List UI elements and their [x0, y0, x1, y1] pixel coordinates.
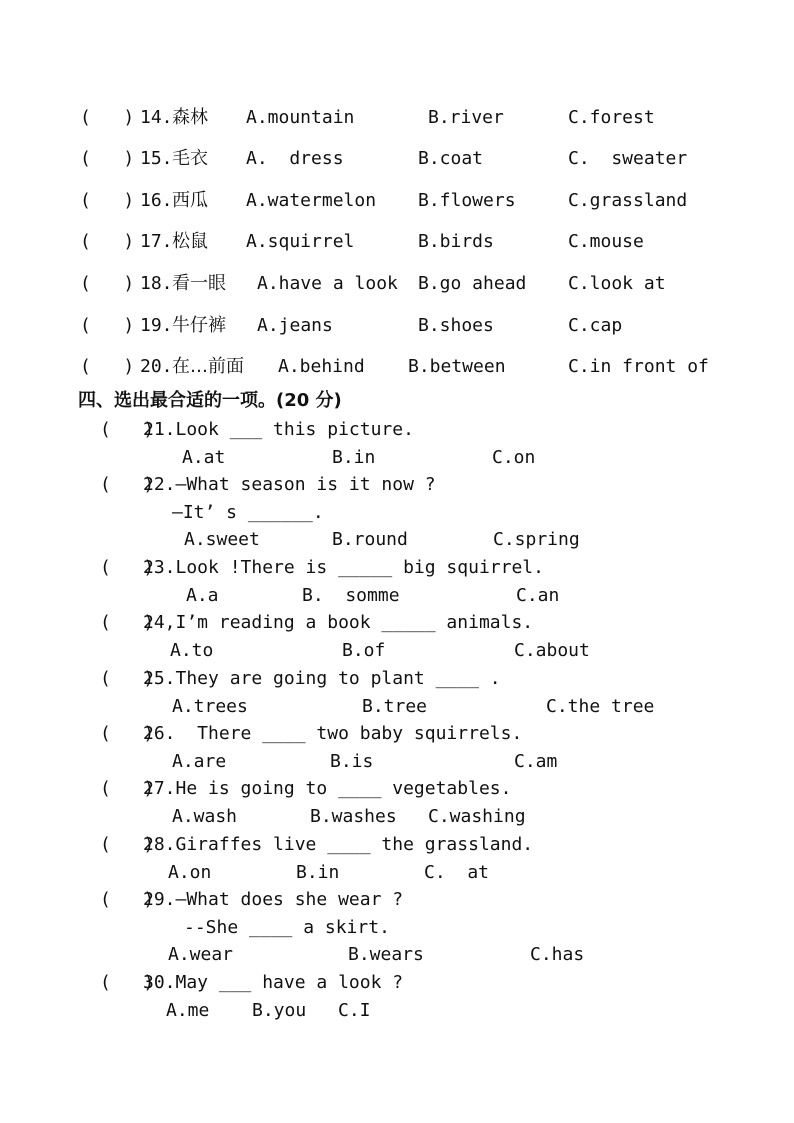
option-c: C.washing	[428, 806, 526, 827]
question-text: 26. There ____ two baby squirrels.	[143, 723, 523, 744]
option-b: B.coat	[418, 148, 484, 169]
option-a: A.a	[186, 585, 219, 606]
answer-blank[interactable]: ( )	[100, 778, 155, 799]
option-c: C.an	[516, 585, 560, 606]
item-number: 18.	[140, 273, 173, 294]
answer-blank[interactable]: ( )	[80, 356, 135, 377]
section-title: 四、选出最合适的一项。(20 分)	[78, 390, 342, 411]
option-c: C.forest	[568, 107, 655, 128]
item-number: 15.	[140, 148, 173, 169]
answer-blank[interactable]: ( )	[80, 107, 135, 128]
item-number: 20.	[140, 356, 173, 377]
option-b: B.between	[408, 356, 506, 377]
option-c: C.has	[530, 944, 585, 965]
chinese-word: 毛衣	[172, 148, 208, 169]
question-text: 25.They are going to plant ____ .	[143, 668, 501, 689]
option-b: B.shoes	[418, 315, 494, 336]
question-text: 28.Giraffes live ____ the grassland.	[143, 834, 534, 855]
option-b: B.go ahead	[418, 273, 527, 294]
option-a: A.are	[172, 751, 227, 772]
option-b: B.is	[330, 751, 374, 772]
option-c: C.about	[514, 640, 590, 661]
answer-blank[interactable]: ( )	[100, 557, 155, 578]
chinese-word: 西瓜	[172, 190, 208, 211]
answer-blank[interactable]: ( )	[80, 273, 135, 294]
answer-blank[interactable]: ( )	[80, 148, 135, 169]
option-c: C.on	[492, 447, 536, 468]
option-b: B. somme	[302, 585, 400, 606]
chinese-word: 森林	[172, 107, 208, 128]
question-text: 29.—What does she wear ?	[143, 889, 404, 910]
chinese-word: 看一眼	[172, 273, 226, 294]
question-text-line2: —It’ s ______.	[172, 502, 324, 523]
item-number: 19.	[140, 315, 173, 336]
answer-blank[interactable]: ( )	[100, 419, 155, 440]
chinese-word: 在…前面	[172, 356, 244, 377]
chinese-word: 松鼠	[172, 231, 208, 252]
item-number: 14.	[140, 107, 173, 128]
question-text: 23.Look !There is _____ big squirrel.	[143, 557, 544, 578]
option-a: A.jeans	[257, 315, 333, 336]
answer-blank[interactable]: ( )	[100, 889, 155, 910]
answer-blank[interactable]: ( )	[100, 612, 155, 633]
option-b: B.birds	[418, 231, 494, 252]
option-a: A. dress	[246, 148, 344, 169]
option-c: C.am	[514, 751, 558, 772]
option-a: A.at	[182, 447, 226, 468]
option-b: B.you	[252, 1000, 307, 1021]
option-b: B.flowers	[418, 190, 516, 211]
option-b: B.washes	[310, 806, 397, 827]
answer-blank[interactable]: ( )	[100, 972, 155, 993]
option-c: C.I	[338, 1000, 371, 1021]
option-c: C.spring	[493, 529, 580, 550]
answer-blank[interactable]: ( )	[80, 315, 135, 336]
question-text: 21.Look ___ this picture.	[143, 419, 414, 440]
answer-blank[interactable]: ( )	[80, 231, 135, 252]
answer-blank[interactable]: ( )	[100, 474, 155, 495]
chinese-word: 牛仔裤	[172, 315, 226, 336]
question-text: 30.May ___ have a look ?	[143, 972, 404, 993]
question-text: 27.He is going to ____ vegetables.	[143, 778, 512, 799]
option-a: A.to	[170, 640, 214, 661]
option-b: B.of	[342, 640, 386, 661]
item-number: 16.	[140, 190, 173, 211]
option-a: A.wash	[172, 806, 238, 827]
option-a: A.have a look	[257, 273, 398, 294]
option-c: C. sweater	[568, 148, 688, 169]
answer-blank[interactable]: ( )	[100, 668, 155, 689]
answer-blank[interactable]: ( )	[100, 723, 155, 744]
option-b: B.in	[296, 862, 340, 883]
option-c: C.grassland	[568, 190, 688, 211]
option-b: B.round	[332, 529, 408, 550]
option-c: C.look at	[568, 273, 666, 294]
question-text: 24,I’m reading a book _____ animals.	[143, 612, 534, 633]
option-c: C.in front of	[568, 356, 709, 377]
option-c: C.the tree	[546, 696, 655, 717]
option-b: B.tree	[362, 696, 428, 717]
option-b: B.in	[332, 447, 376, 468]
option-a: A.trees	[172, 696, 248, 717]
answer-blank[interactable]: ( )	[80, 190, 135, 211]
option-a: A.on	[168, 862, 212, 883]
option-a: A.mountain	[246, 107, 355, 128]
option-a: A.behind	[278, 356, 365, 377]
option-b: B.river	[428, 107, 504, 128]
option-a: A.me	[166, 1000, 210, 1021]
option-c: C. at	[424, 862, 490, 883]
option-a: A.sweet	[184, 529, 260, 550]
item-number: 17.	[140, 231, 173, 252]
option-c: C.cap	[568, 315, 623, 336]
question-text: 22.—What season is it now ?	[143, 474, 436, 495]
option-c: C.mouse	[568, 231, 644, 252]
question-text-line2: --She ____ a skirt.	[184, 917, 390, 938]
option-a: A.watermelon	[246, 190, 377, 211]
answer-blank[interactable]: ( )	[100, 834, 155, 855]
option-a: A.squirrel	[246, 231, 355, 252]
option-a: A.wear	[168, 944, 234, 965]
option-b: B.wears	[348, 944, 424, 965]
